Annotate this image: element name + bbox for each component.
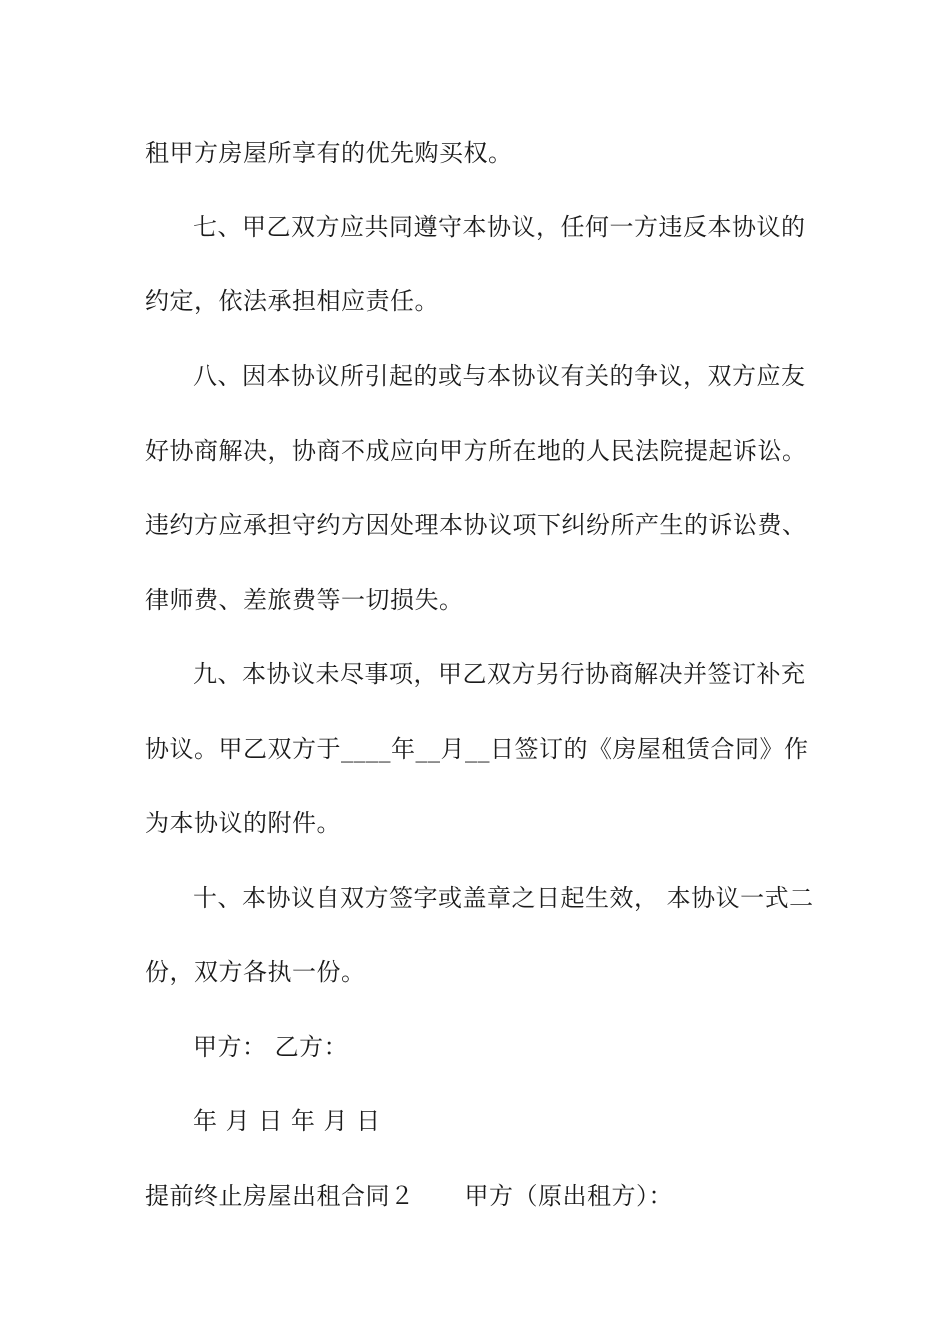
signature-dates: 年 月 日 年 月 日 — [193, 1107, 381, 1135]
clause-8-line-4: 律师费、差旅费等一切损失。 — [145, 586, 464, 614]
clause-8-line-3: 违约方应承担守约方因处理本协议项下纠纷所产生的诉讼费、 — [145, 511, 807, 539]
clause-9-line-1: 九、本协议未尽事项，甲乙双方另行协商解决并签订补充 — [193, 660, 806, 688]
clause-10-line-1: 十、本协议自双方签字或盖章之日起生效， 本协议一式二 — [193, 884, 814, 912]
clause-7-line-2: 约定，依法承担相应责任。 — [145, 287, 439, 315]
clause-9-line-3: 为本协议的附件。 — [145, 809, 341, 837]
signature-parties: 甲方： 乙方： — [193, 1033, 349, 1061]
clause-8-line-2: 好协商解决，协商不成应向甲方所在地的人民法院提起诉讼。 — [145, 437, 807, 465]
clause-10-line-2: 份，双方各执一份。 — [145, 958, 366, 986]
clause-9-line-2: 协议。甲乙双方于____年__月__日签订的《房屋租赁合同》作 — [145, 735, 809, 763]
clause-7-line-1: 七、甲乙双方应共同遵守本协议，任何一方违反本协议的 — [193, 213, 806, 241]
clause-8-line-1: 八、因本协议所引起的或与本协议有关的争议，双方应友 — [193, 362, 806, 390]
next-contract-title: 提前终止房屋出租合同２ — [145, 1182, 415, 1210]
next-contract-heading-line — [145, 1181, 810, 1211]
paragraph-line: 租甲方房屋所享有的优先购买权。 — [145, 139, 513, 167]
party-a-label: 甲方（原出租方）： — [464, 1182, 673, 1210]
